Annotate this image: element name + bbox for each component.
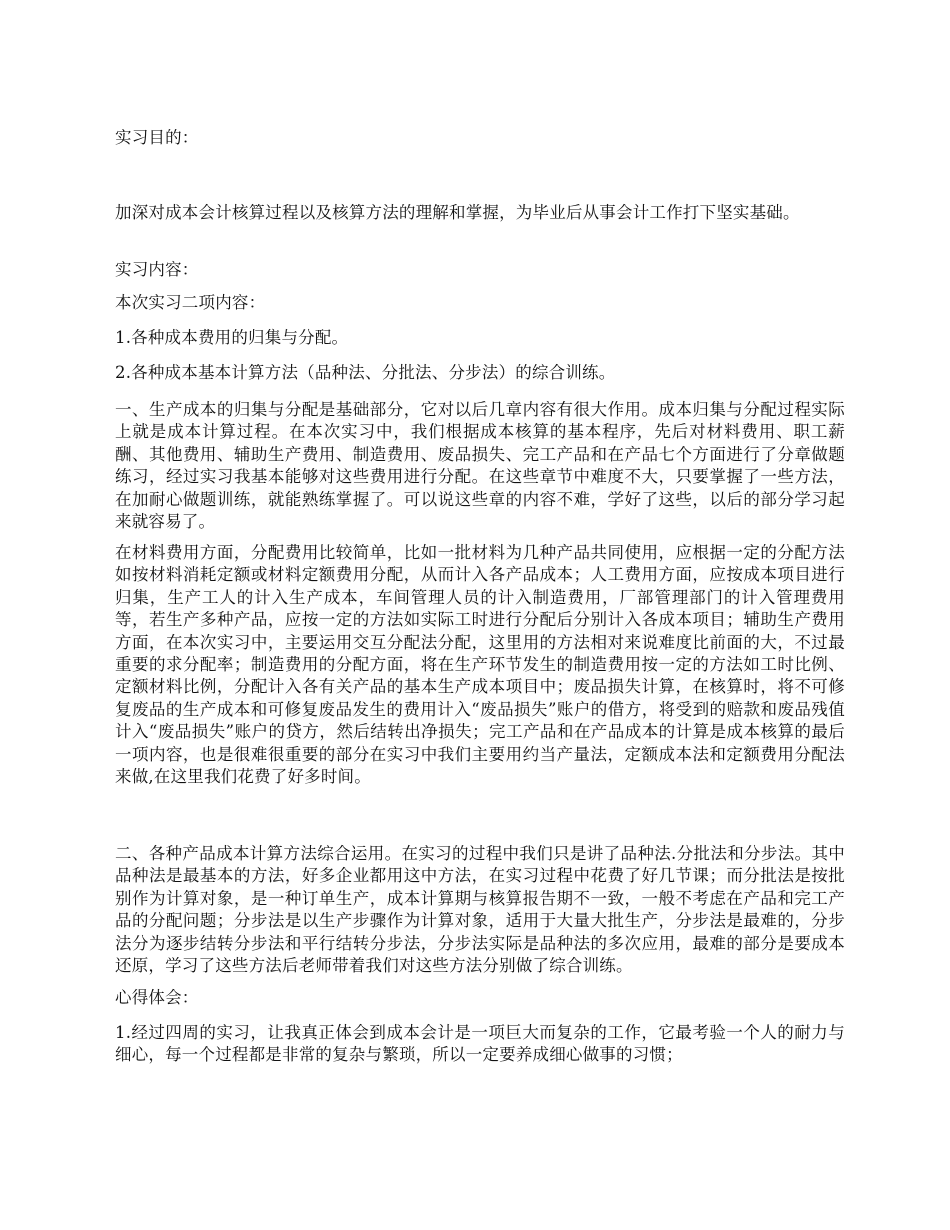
paragraph-content-intro: 本次实习二项内容： bbox=[115, 293, 266, 312]
list-item-1: 1.各种成本费用的归集与分配。 bbox=[115, 328, 349, 347]
paragraph-reflection-1: 1.经过四周的实习，让我真正体会到成本会计是一项巨大而复杂的工作，它最考验一个人的耐力与细心，每一个过程都是非常的复杂与繁琐，所以一定要养成细心做事的习惯； bbox=[115, 1023, 845, 1065]
heading-purpose: 实习目的： bbox=[115, 128, 199, 147]
heading-reflection: 心得体会： bbox=[115, 988, 199, 1007]
paragraph-section-1: 一、生产成本的归集与分配是基础部分，它对以后几章内容有很大作用。成本归集与分配过程实际上就是成本计算过程。在本次实习中，我们根据成本核算的基本程序，先后对材料费用、职工薪酬、其他费用、辅助生产费用、制造费用、废品损失、完工产品和在产品七个方面进行了分章做题练习，经过实习我基本能够对这些费用进行分配。在这些章节中难度不大，只要掌握了一些方法，在加耐心做题训练，就能熟练掌握了。可以说这些章的内容不难，学好了这些，以后的部分学习起来就容易了。 bbox=[115, 400, 845, 532]
paragraph-purpose: 加深对成本会计核算过程以及核算方法的理解和掌握，为毕业后从事会计工作打下坚实基础。 bbox=[115, 203, 800, 222]
paragraph-section-2: 二、各种产品成本计算方法综合运用。在实习的过程中我们只是讲了品种法.分批法和分步法。其中品种法是最基本的方法，好多企业都用这中方法，在实习过程中花费了好几节课；而分批法是按批别作为计算对象，是一种订单生产，成本计算期与核算报告期不一致，一般不考虑在产品和完工产品的分配问题；分步法是以生产步骤作为计算对象，适用于大量大批生产，分步法是最难的，分步法分为逐步结转分步法和平行结转分步法，分步法实际是品种法的多次应用，最难的部分是要成本还原，学习了这些方法后老师带着我们对这些方法分别做了综合训练。 bbox=[115, 844, 845, 976]
paragraph-cost-details: 在材料费用方面，分配费用比较简单，比如一批材料为几种产品共同使用，应根据一定的分配方法如按材料消耗定额或材料定额费用分配，从而计入各产品成本；人工费用方面，应按成本项目进行归集，生产工人的计入生产成本，车间管理人员的计入制造费用，厂部管理部门的计入管理费用等，若生产多种产品，应按一定的方法如实际工时进行分配后分别计入各成本项目；辅助生产费用方面，在本次实习中，主要运用交互分配法分配，这里用的方法相对来说难度比前面的大，不过最重要的求分配率；制造费用的分配方面，将在生产环节发生的制造费用按一定的方法如工时比例、定额材料比例，分配计入各有关产品的基本生产成本项目中；废品损失计算，在核算时，将不可修复废品的生产成本和可修复废品发生的费用计入“废品损失”账户的借方，将受到的赔款和废品残值计入“废品损失”账户的贷方，然后结转出净损失；完工产品和在产品成本的计算是成本核算的最后一项内容，也是很难很重要的部分在实习中我们主要用约当产量法，定额成本法和定额费用分配法来做,在这里我们花费了好多时间。 bbox=[115, 543, 845, 787]
heading-content: 实习内容： bbox=[115, 260, 199, 279]
list-item-2: 2.各种成本基本计算方法（品种法、分批法、分步法）的综合训练。 bbox=[115, 363, 616, 382]
